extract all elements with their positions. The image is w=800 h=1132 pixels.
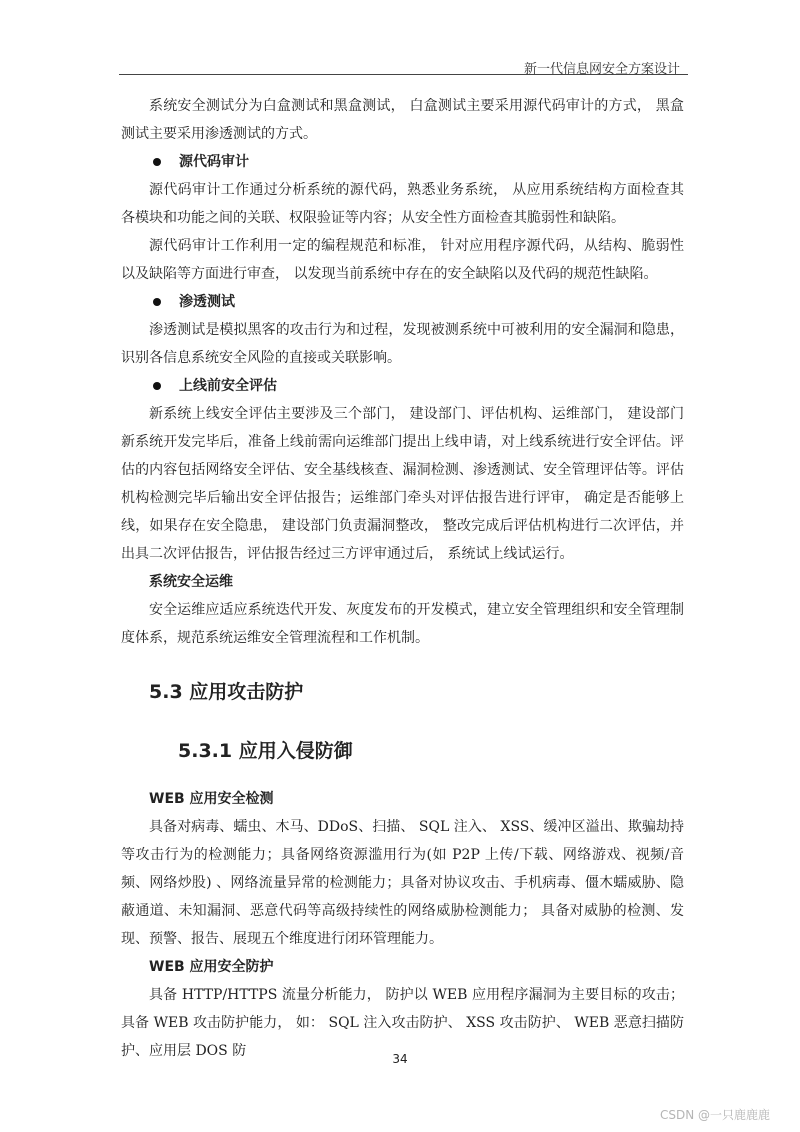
page-number: 34	[392, 1052, 408, 1066]
csdn-watermark: CSDN @一只鹿鹿鹿	[659, 1108, 770, 1122]
bullet-label: 渗透测试	[179, 294, 235, 310]
subtitle-security-ops: 系统安全运维	[149, 574, 233, 590]
paragraph-web-detection: 具备对病毒、蠕虫、木马、DDoS、扫描、 SQL 注入、 XSS、缓冲区溢出、欺骗劫持等攻击行为的检测能力；具备网络资源滥用行为(如 P2P 上传/下载、网络游戏、视频/音频、网络炒股) 、网络流量异常的检测能力；具备对协议攻击、手机病毒、僵木蠕威胁、隐蔽通道、未知漏洞、恶意代码等高级持续性的网络威胁检测能力； 具备对威胁的检测、发现、预警、报告、展现五个维度进行闭环管理能力。	[121, 819, 684, 947]
paragraph-security-ops: 安全运维应适应系统迭代开发、灰度发布的开发模式，建立安全管理组织和安全管理制度体系，规范系统运维安全管理流程和工作机制。	[121, 602, 684, 646]
bullet-dot-icon	[153, 298, 161, 306]
paragraph-web-protection: 具备 HTTP/HTTPS 流量分析能力， 防护以 WEB 应用程序漏洞为主要目标的攻击；具备 WEB 攻击防护能力， 如： SQL 注入攻击防护、 XSS 攻击防护、 WEB 恶意扫描防护、应用层 DOS 防	[121, 987, 684, 1059]
subsection-heading: 5.3.1 应用入侵防御	[178, 740, 353, 762]
bullet-dot-icon	[153, 382, 161, 390]
bullet-penetration-test	[121, 288, 684, 316]
bullet-label: 上线前安全评估	[179, 378, 277, 394]
paragraph-source-audit-1: 源代码审计工作通过分析系统的源代码，熟悉业务系统， 从应用系统结构方面检查其各模块和功能之间的关联、权限验证等内容；从安全性方面检查其脆弱性和缺陷。	[121, 182, 684, 226]
bullet-label: 源代码审计	[179, 154, 249, 170]
subtitle-web-detection: WEB 应用安全检测	[149, 791, 274, 807]
section-heading: 5.3 应用攻击防护	[149, 681, 304, 703]
header-divider	[119, 74, 688, 75]
bullet-source-code-audit	[121, 148, 684, 176]
page-content	[121, 92, 684, 1065]
paragraph-penetration-test: 渗透测试是模拟黑客的攻击行为和过程，发现被测系统中可被利用的安全漏洞和隐患，识别各信息系统安全风险的直接或关联影响。	[121, 322, 684, 366]
bullet-prelaunch-assessment	[121, 372, 684, 400]
subtitle-web-protection: WEB 应用安全防护	[149, 959, 274, 975]
paragraph-security-testing: 系统安全测试分为白盒测试和黑盒测试， 白盒测试主要采用源代码审计的方式， 黑盒测试主要采用渗透测试的方式。	[121, 98, 684, 142]
bullet-dot-icon	[153, 158, 161, 166]
paragraph-prelaunch-assessment: 新系统上线安全评估主要涉及三个部门， 建设部门、评估机构、运维部门， 建设部门新系统开发完毕后，准备上线前需向运维部门提出上线申请，对上线系统进行安全评估。评估的内容包括网络安全评估、安全基线核查、漏洞检测、渗透测试、安全管理评估等。评估机构检测完毕后输出安全评估报告；运维部门牵头对评估报告进行评审， 确定是否能够上线，如果存在安全隐患， 建设部门负责漏洞整改， 整改完成后评估机构进行二次评估，并出具二次评估报告，评估报告经过三方评审通过后， 系统试上线试运行。	[121, 406, 684, 562]
running-header-title: 新一代信息网安全方案设计	[523, 62, 680, 77]
paragraph-source-audit-2: 源代码审计工作利用一定的编程规范和标准， 针对应用程序源代码，从结构、脆弱性以及缺陷等方面进行审查， 以发现当前系统中存在的安全缺陷以及代码的规范性缺陷。	[121, 238, 684, 282]
